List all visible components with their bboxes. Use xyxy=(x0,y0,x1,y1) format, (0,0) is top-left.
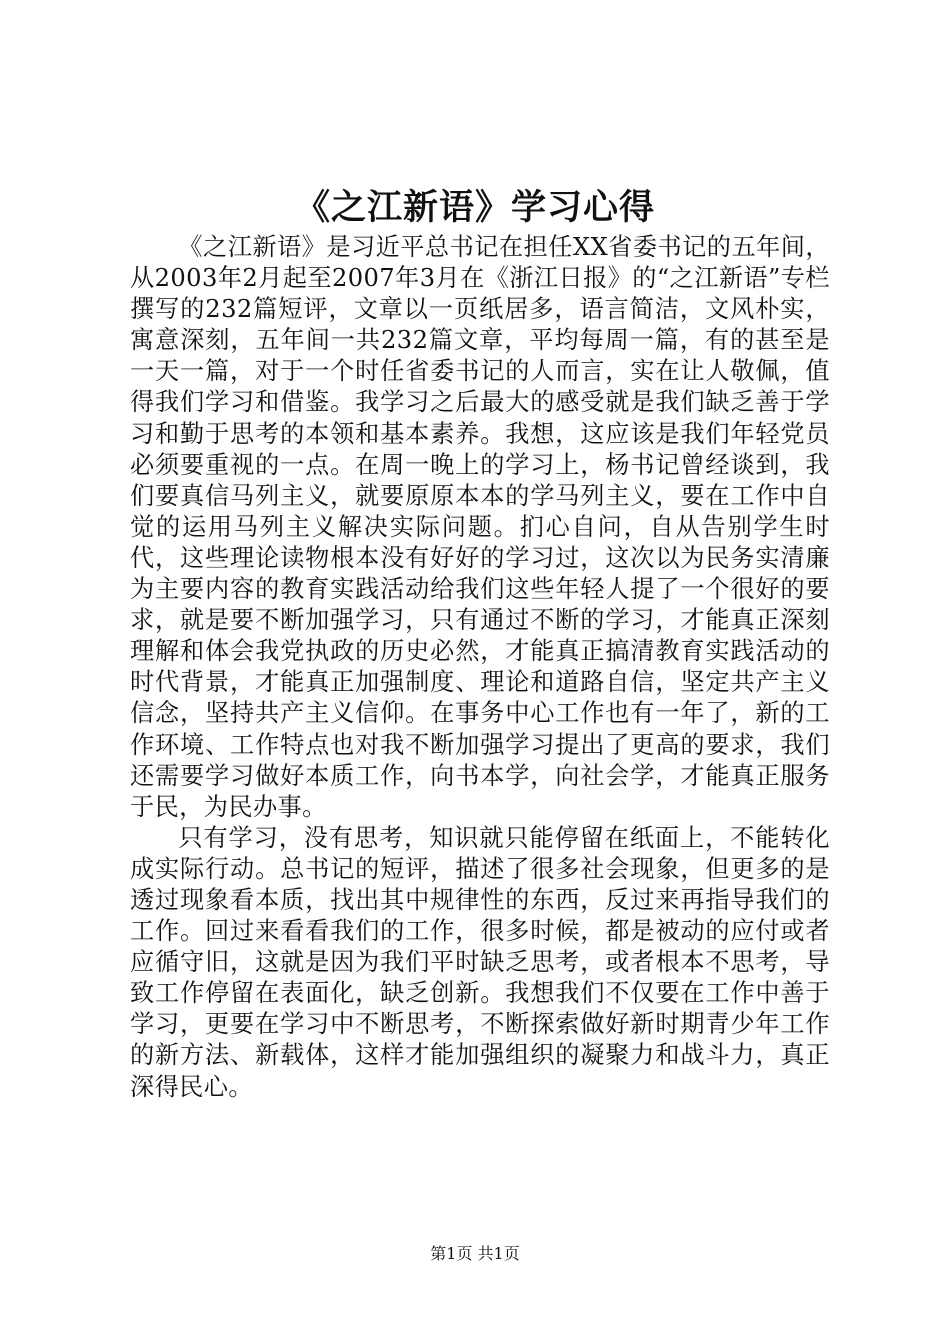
paragraph-2: 只有学习，没有思考，知识就只能停留在纸面上，不能转化成实际行动。总书记的短评，描述了很多社会现象，但更多的是透过现象看本质，找出其中规律性的东西，反过来再指导我们的工作。回过来看看我们的工作，很多时候，都是被动的应付或者应循守旧，这就是因为我们平时缺乏思考，或者根本不思考，导致工作停留在表面化，缺乏创新。我想我们不仅要在工作中善于学习，更要在学习中不断思考，不断探索做好新时期青少年工作的新方法、新载体，这样才能加强组织的凝聚力和战斗力，真正深得民心。 xyxy=(130,823,830,1101)
document-body xyxy=(130,232,830,1103)
document-title: 《之江新语》学习心得 xyxy=(294,187,655,228)
page-footer: 第1页 共1页 xyxy=(430,1244,520,1263)
paragraph-1: 《之江新语》是习近平总书记在担任XX省委书记的五年间，从2003年2月起至2007年3月在《浙江日报》的“之江新语”专栏撰写的232篇短评，文章以一页纸居多，语言简洁，文风朴实，寓意深刻，五年间一共232篇文章，平均每周一篇，有的甚至是一天一篇，对于一个时任省委书记的人而言，实在让人敬佩，值得我们学习和借鉴。我学习之后最大的感受就是我们缺乏善于学习和勤于思考的本领和基本素养。我想，这应该是我们年轻党员必须要重视的一点。在周一晚上的学习上，杨书记曾经谈到，我们要真信马列主义，就要原原本本的学马列主义，要在工作中自觉的运用马列主义解决实际问题。扪心自问，自从告别学生时代，这些理论读物根本没有好好的学习过，这次以为民务实清廉为主要内容的教育实践活动给我们这些年轻人提了一个很好的要求，就是要不断加强学习，只有通过不断的学习，才能真正深刻理解和体会我党执政的历史必然，才能真正搞清教育实践活动的时代背景，才能真正加强制度、理论和道路自信，坚定共产主义信念，坚持共产主义信仰。在事务中心工作也有一年了，新的工作环境、工作特点也对我不断加强学习提出了更高的要求，我们还需要学习做好本质工作，向书本学，向社会学，才能真正服务于民，为民办事。 xyxy=(130,233,830,821)
